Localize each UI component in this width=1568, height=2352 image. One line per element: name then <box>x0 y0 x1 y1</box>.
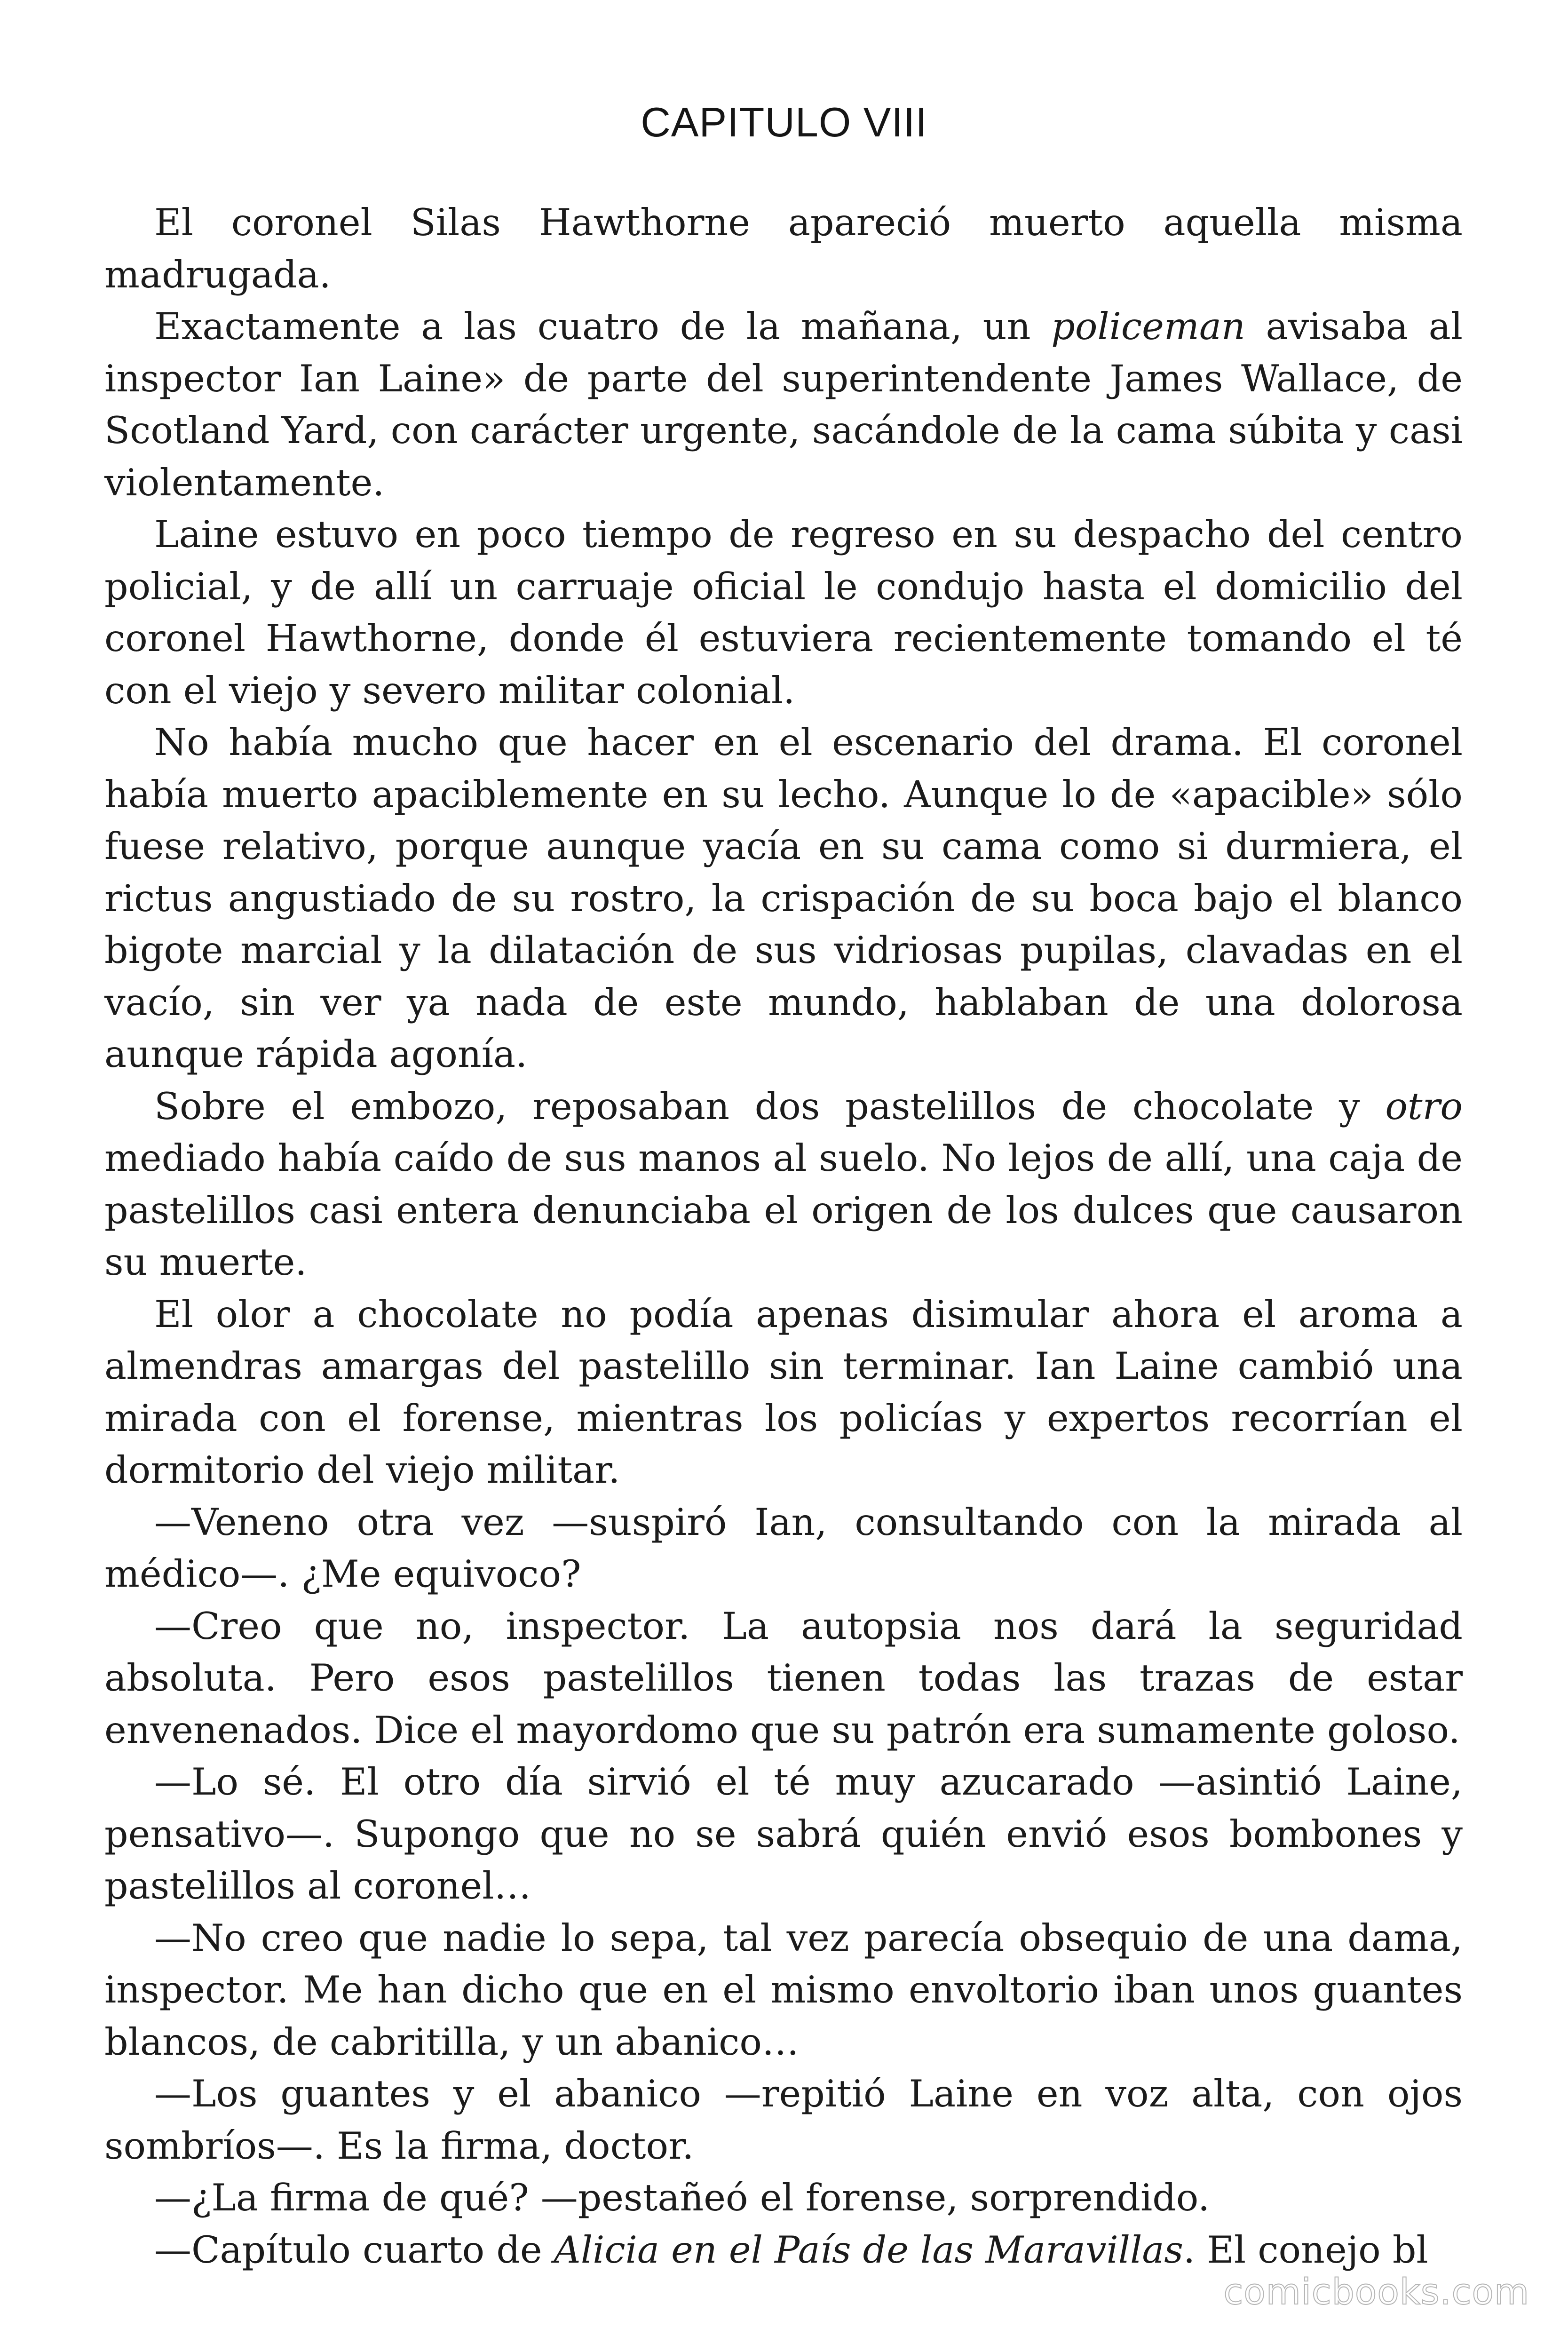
paragraph <box>104 716 1463 1081</box>
chapter-body <box>104 197 1463 2276</box>
paragraph <box>104 1600 1463 1756</box>
paragraph-text: mediado había caído de sus manos al suelo. No lejos de allí, una caja de pastelillos casi entera denunciaba el origen de los dulces que causaron su muerte. <box>104 1136 1463 1284</box>
paragraph-text: —Los guantes y el abanico —repitió Laine en voz alta, con ojos sombríos—. Es la firma, doctor. <box>104 2072 1463 2168</box>
paragraph-text: . El conejo bl <box>1183 2228 1428 2272</box>
paragraph-text: —No creo que nadie lo sepa, tal vez parecía obsequio de una dama, inspector. Me han dicho que en el mismo envoltorio iban unos guantes blancos, de cabritilla, y un abanico… <box>104 1916 1463 2064</box>
paragraph-text: No había mucho que hacer en el escenario del drama. El coronel había muerto apaciblemente en su lecho. Aunque lo de «apacible» sólo fuese relativo, porque aunque yacía en su cama como si durmiera, el rictus angustiado de su rostro, la crispación de su boca bajo el blanco bigote marcial y la dilatación de sus vidriosas pupilas, clavadas en el vacío, sin ver ya nada de este mundo, hablaban de una dolorosa aunque rápida agonía. <box>104 721 1463 1076</box>
paragraph-text: El coronel Silas Hawthorne apareció muerto aquella misma madrugada. <box>104 201 1463 296</box>
chapter-title: CAPITULO VIII <box>641 99 927 145</box>
paragraph-text: Laine estuvo en poco tiempo de regreso en su despacho del centro policial, y de allí un carruaje oficial le condujo hasta el domicilio del coronel Hawthorne, donde él estuviera recientemente tomando el té con el viejo y severo militar colonial. <box>104 513 1463 712</box>
paragraph <box>104 509 1463 716</box>
paragraph <box>104 301 1463 509</box>
paragraph-text: El olor a chocolate no podía apenas disimular ahora el aroma a almendras amargas del pastelillo sin terminar. Ian Laine cambió una mirada con el forense, mientras los policías y expertos recorrían el dormitorio del viejo militar. <box>104 1292 1463 1492</box>
paragraph-text: —Capítulo cuarto de <box>154 2228 554 2272</box>
watermark: comicbooks.com <box>1223 2271 1529 2312</box>
paragraph <box>104 1081 1463 1288</box>
paragraph <box>104 1756 1463 1912</box>
paragraph-text: avisaba al inspector Ian Laine» de parte del superintendente James Wallace, de Scotland Yard, con carácter urgente, sacándole de la cama súbita y casi violentamente. <box>104 305 1463 504</box>
paragraph-text: —Veneno otra vez —suspiró Ian, consultando con la mirada al médico—. ¿Me equivoco? <box>104 1500 1463 1596</box>
paragraph-text: Exactamente a las cuatro de la mañana, un <box>154 305 1052 348</box>
paragraph <box>104 197 1463 301</box>
paragraph-text: —¿La firma de qué? —pestañeó el forense, sorprendido. <box>154 2176 1210 2219</box>
paragraph-text: Sobre el embozo, reposaban dos pastelillos de chocolate y <box>154 1084 1386 1128</box>
paragraph-text: —Lo sé. El otro día sirvió el té muy azucarado —asintió Laine, pensativo—. Supongo que no se sabrá quién envió esos bombones y pastelillos al coronel… <box>104 1760 1463 1907</box>
paragraph <box>104 1496 1463 1600</box>
italic-text: policeman <box>1051 305 1245 348</box>
italic-text: otro <box>1385 1084 1463 1128</box>
paragraph <box>104 1288 1463 1496</box>
paragraph <box>104 1912 1463 2068</box>
paragraph <box>104 2068 1463 2172</box>
paragraph-text: —Creo que no, inspector. La autopsia nos dará la seguridad absoluta. Pero esos pastelillos tienen todas las trazas de estar envenenados. Dice el mayordomo que su patrón era sumamente goloso. <box>104 1604 1463 1752</box>
paragraph <box>104 2172 1463 2224</box>
italic-text: Alicia en el País de las Maravillas <box>554 2228 1183 2272</box>
